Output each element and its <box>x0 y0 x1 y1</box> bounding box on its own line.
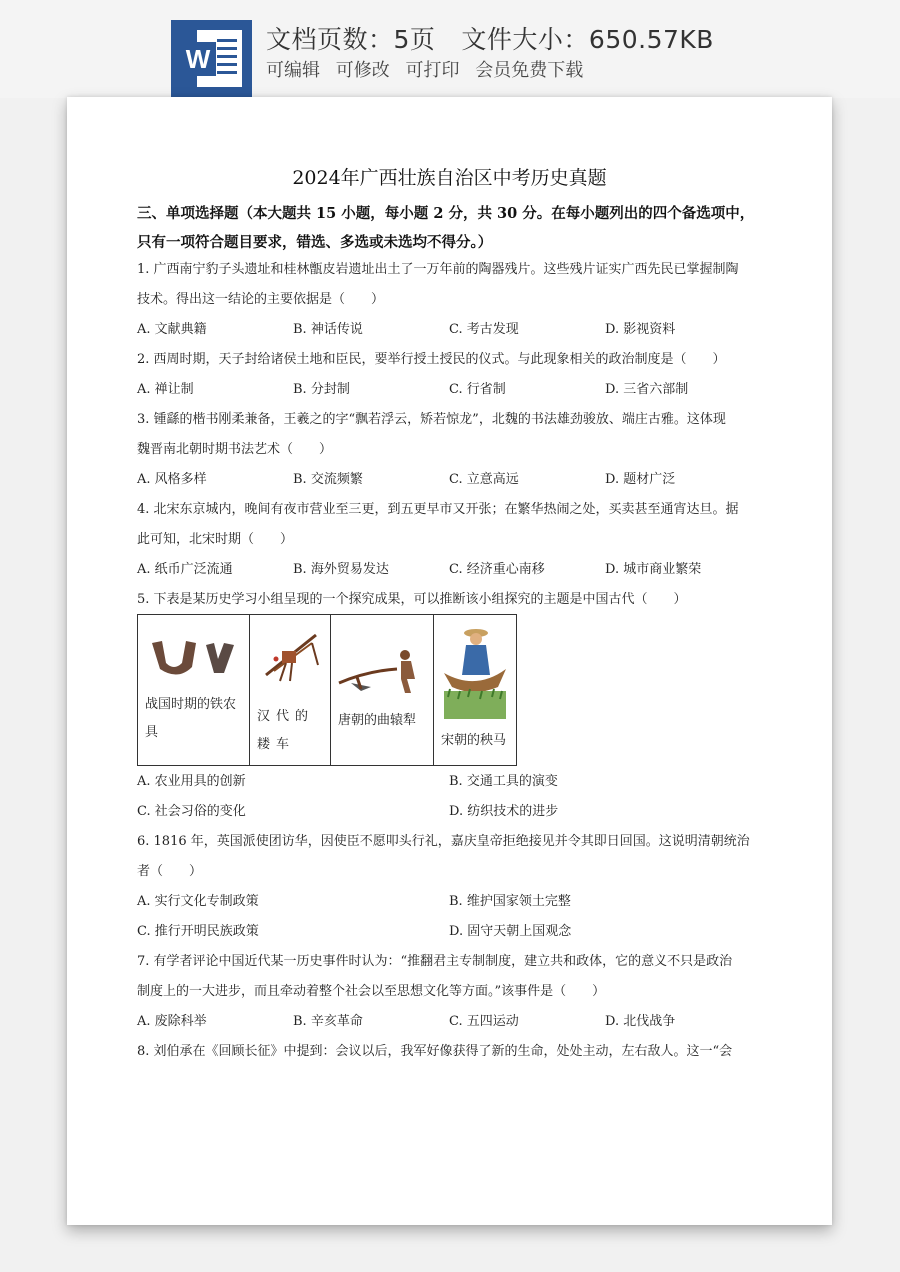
option-a: A. 禅让制 <box>137 382 194 397</box>
table-cell-seed-drill <box>250 615 331 766</box>
question-7: 7. 有学者评论中国近代某一历史事件时认为：“推翻君主专制制度，建立共和政体，它的意义不只是政治 制度上的一大进步，而且牵动着整个社会以至思想文化等方面。”该事件是（ ） <box>137 954 733 999</box>
question-1-options <box>137 315 763 345</box>
option-d: D. 纺织技术的进步 <box>449 804 559 819</box>
question-1: 1. 广西南宁豹子头遗址和桂林甑皮岩遗址出土了一万年前的陶器残片。这些残片证实广西先民已掌握制陶 技术。得出这一结论的主要依据是（ ） <box>137 262 739 307</box>
option-b: B. 海外贸易发达 <box>293 562 389 577</box>
option-c: C. 推行开明民族政策 <box>137 924 259 939</box>
option-c: C. 五四运动 <box>449 1014 519 1029</box>
option-c: C. 行省制 <box>449 382 506 397</box>
option-d: D. 题材广泛 <box>605 472 676 487</box>
option-b: B. 辛亥革命 <box>293 1014 363 1029</box>
option-d: D. 固守天朝上国观念 <box>449 924 572 939</box>
question-8: 8. 刘伯承在《回顾长征》中提到：会议以后，我军好像获得了新的生命，处处主动，左右敌人。这一“会 <box>137 1044 733 1059</box>
option-d: D. 北伐战争 <box>605 1014 676 1029</box>
seed-drill-image <box>260 631 322 685</box>
curved-plough-image <box>337 647 429 697</box>
question-4: 4. 北宋东京城内，晚间有夜市营业至三更，到五更早市又开张；在繁华热闹之处，买卖甚至通宵达旦。据 此可知，北宋时期（ ） <box>137 502 739 547</box>
question-3: 3. 锺繇的楷书刚柔兼备，王羲之的字“飘若浮云，矫若惊龙”，北魏的书法雄劲骏放、端庄古雅。这体现 魏晋南北朝时期书法艺术（ ） <box>137 412 726 457</box>
document-title: 2024年广西壮族自治区中考历史真题 <box>292 167 607 189</box>
table-cell-rice-horse <box>434 615 517 766</box>
option-d: D. 三省六部制 <box>605 382 689 397</box>
download-banner <box>0 0 900 98</box>
option-a: A. 农业用具的创新 <box>137 774 246 789</box>
option-a: A. 纸币广泛流通 <box>137 562 233 577</box>
question-7-options <box>137 1007 763 1037</box>
page-count: 文档页数：5页 <box>266 25 436 54</box>
feature-printable: 可打印 <box>405 60 460 81</box>
option-b: B. 维护国家领土完整 <box>449 894 571 909</box>
option-a: A. 实行文化专制政策 <box>137 894 259 909</box>
feature-modifiable: 可修改 <box>335 60 390 81</box>
option-b: B. 神话传说 <box>293 322 363 337</box>
feature-editable: 可编辑 <box>266 60 320 81</box>
option-d: D. 城市商业繁荣 <box>605 562 702 577</box>
feature-list <box>266 56 593 82</box>
question-5-table <box>137 614 517 766</box>
caption-rice-horse: 宋朝的秧马 <box>441 733 507 748</box>
word-document-icon <box>171 20 252 97</box>
caption-curved-plough: 唐朝的曲辕犁 <box>338 713 417 728</box>
question-5: 5. 下表是某历史学习小组呈现的一个探究成果，可以推断该小组探究的主题是中国古代（ ） <box>137 592 687 607</box>
file-info <box>266 20 714 56</box>
option-b: B. 交流频繁 <box>293 472 363 487</box>
option-d: D. 影视资料 <box>605 322 676 337</box>
table-cell-curved-plough <box>331 615 434 766</box>
question-6: 6. 1816 年，英国派使团访华，因使臣不愿叩头行礼，嘉庆皇帝拒绝接见并令其即日回国。这说明清朝统治 者（ ） <box>137 834 750 879</box>
feature-member-download: 会员免费下载 <box>475 60 584 81</box>
table-cell-iron-tools <box>138 615 250 766</box>
option-c: C. 经济重心南移 <box>449 562 545 577</box>
caption-iron-tools: 战国时期的铁农具 <box>145 697 237 740</box>
question-5-options-row2 <box>137 797 763 827</box>
option-c: C. 立意高远 <box>449 472 519 487</box>
rice-planting-horse-image <box>440 625 510 723</box>
section-heading: 三、单项选择题（本大题共 15 小题，每小题 2 分，共 30 分。在每小题列出的四个备选项中， 只有一项符合题目要求，错选、多选或未选均不得分。） <box>137 205 755 251</box>
question-2-options <box>137 375 763 405</box>
option-b: B. 分封制 <box>293 382 350 397</box>
option-a: A. 风格多样 <box>137 472 207 487</box>
document-page <box>67 97 832 1225</box>
question-4-options <box>137 555 763 585</box>
question-6-options-row1 <box>137 887 763 917</box>
question-6-options-row2 <box>137 917 763 947</box>
question-3-options <box>137 465 763 495</box>
option-a: A. 文献典籍 <box>137 322 207 337</box>
iron-farm-tools-image <box>148 637 240 681</box>
question-2: 2. 西周时期，天子封给诸侯土地和臣民，要举行授土授民的仪式。与此现象相关的政治制度是（ ） <box>137 352 726 367</box>
svg-text:W: W <box>185 44 211 74</box>
file-size: 文件大小：650.57KB <box>461 25 714 54</box>
option-a: A. 废除科举 <box>137 1014 207 1029</box>
caption-seed-drill: 汉代的耧车 <box>257 709 315 752</box>
option-b: B. 交通工具的演变 <box>449 774 558 789</box>
question-5-options-row1 <box>137 767 763 797</box>
option-c: C. 考古发现 <box>449 322 519 337</box>
option-c: C. 社会习俗的变化 <box>137 804 246 819</box>
